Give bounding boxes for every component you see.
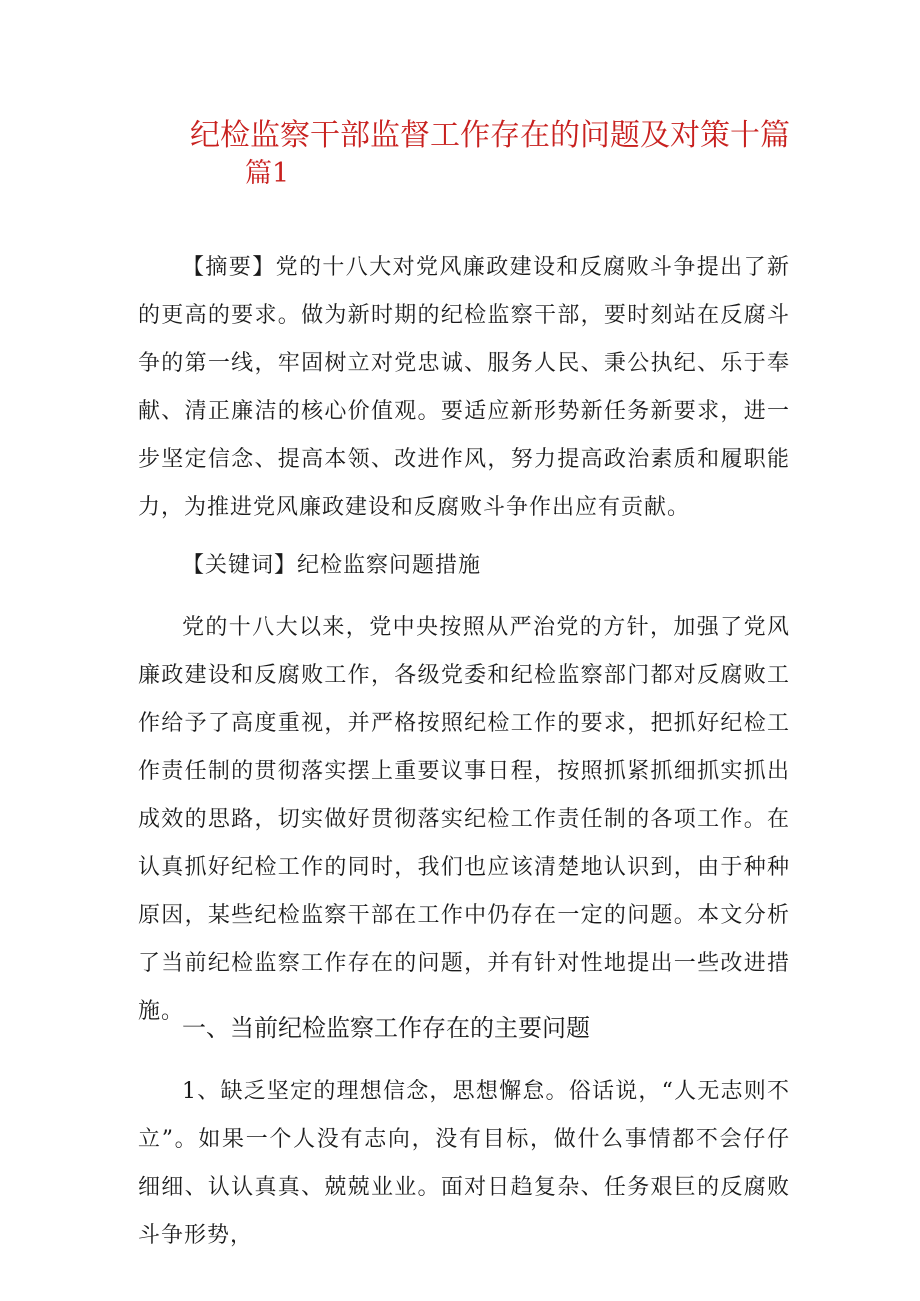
keywords-paragraph: 【关键词】纪检监察问题措施 [182,553,482,578]
document-title: 纪检监察干部监督工作存在的问题及对策十篇 [190,118,790,153]
section-heading: 一、当前纪检监察工作存在的主要问题 [182,1014,590,1042]
intro-paragraph: 党的十八大以来，党中央按照从严治党的方针，加强了党风廉政建设和反腐败工作，各级党委和纪检监察部门都对反腐败工作给予了高度重视，并严格按照纪检工作的要求，把抓好纪检工作责任制的贯彻落实摆上重要议事日程，按照抓紧抓细抓实抓出成效的思路，切实做好贯彻落实纪检工作责任制的各项工作。在认真抓好纪检工作的同时，我们也应该清楚地认识到，由于种种原因，某些纪检监察干部在工作中仍存在一定的问题。本文分析了当前纪检监察工作存在的问题，并有针对性地提出一些改进措施。 [138,615,790,1024]
document-subtitle: 篇1 [245,158,290,189]
point-1-paragraph: 1、缺乏坚定的理想信念，思想懈怠。俗话说，“人无志则不立”。如果一个人没有志向，没有目标，做什么事情都不会仔仔细细、认认真真、兢兢业业。面对日趋复杂、任务艰巨的反腐败斗争形势， [138,1079,790,1248]
abstract-paragraph: 【摘要】党的十八大对党风廉政建设和反腐败斗争提出了新的更高的要求。做为新时期的纪检监察干部，要时刻站在反腐斗争的第一线，牢固树立对党忠诚、服务人民、秉公执纪、乐于奉献、清正廉洁的核心价值观。要适应新形势新任务新要求，进一步坚定信念、提高本领、改进作风，努力提高政治素质和履职能力，为推进党风廉政建设和反腐败斗争作出应有贡献。 [138,255,790,520]
